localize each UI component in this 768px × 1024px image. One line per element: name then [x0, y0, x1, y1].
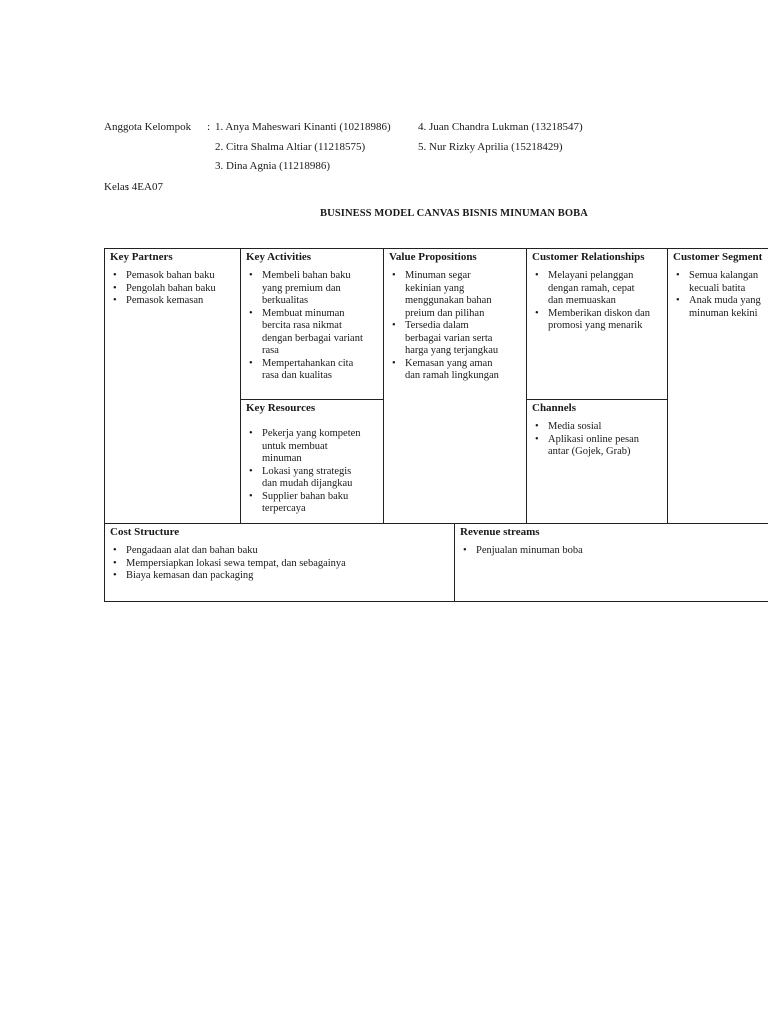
line: dan memuaskan — [548, 295, 616, 306]
kelas-label: Kelas — [104, 181, 130, 193]
list-item: • Pemasok bahan baku — [110, 270, 238, 283]
line: dengan berbagai variant — [262, 332, 363, 344]
line: dan mudah dijangkau — [262, 478, 353, 489]
line: kekinian yang — [405, 282, 465, 294]
line: berbagai varian serta — [405, 332, 493, 344]
member-3: 3. Dina Agnia (11218986) — [215, 160, 331, 172]
line: antar (Gojek, Grab) — [548, 446, 631, 457]
value-propositions-list — [389, 270, 525, 383]
key-resources-title: Key Resources — [246, 402, 316, 414]
list-item — [389, 358, 525, 383]
line: Memberikan diskon dan — [548, 307, 651, 319]
line: Aplikasi online pesan — [548, 433, 639, 445]
line: terpercaya — [262, 503, 306, 514]
line: dengan ramah, cepat — [548, 282, 635, 294]
channels-title: Channels — [532, 402, 577, 414]
grid-line-bottom — [104, 601, 768, 602]
list-item — [246, 466, 382, 491]
line: Anak muda yang — [689, 295, 761, 306]
line: Semua kalangan — [689, 270, 759, 281]
customer-relationships-list — [532, 270, 666, 333]
list-item — [389, 270, 525, 320]
line: Minuman segar — [405, 270, 471, 281]
line: Membeli bahan baku — [262, 270, 351, 281]
grid-line-left — [104, 248, 105, 602]
line: yang premium dan — [262, 282, 341, 294]
list-item — [246, 358, 382, 383]
key-partners-title: Key Partners — [110, 251, 173, 263]
grid-line-v2 — [383, 248, 384, 524]
list-item — [246, 308, 382, 358]
line: Melayani pelanggan — [548, 270, 634, 281]
kelas-value: : 4EA07 — [126, 181, 163, 193]
line: promosi yang menarik — [548, 320, 643, 331]
list-item — [389, 320, 525, 358]
line: Pekerja yang kompeten — [262, 428, 361, 439]
line: harga yang terjangkau — [405, 345, 499, 356]
list-item — [246, 428, 382, 466]
customer-segments-title: Customer Segment — [673, 251, 763, 263]
anggota-separator: : — [207, 121, 211, 133]
value-propositions-title: Value Propositions — [389, 251, 477, 263]
list-item — [532, 434, 666, 459]
grid-line-v5 — [454, 523, 455, 602]
revenue-streams-title: Revenue streams — [460, 526, 540, 538]
list-item: • Pengolah bahan baku — [110, 283, 238, 296]
member-4: 4. Juan Chandra Lukman (13218547) — [418, 121, 583, 133]
line: minuman kekini — [689, 307, 758, 319]
customer-segments-cell — [668, 249, 768, 523]
key-resources-list — [246, 428, 382, 516]
revenue-streams-list — [460, 545, 760, 558]
line: Tersedia dalam — [405, 320, 469, 331]
list-item — [532, 308, 666, 333]
line: preium dan pilihan — [405, 307, 485, 319]
list-item — [532, 270, 666, 308]
line: Mempertahankan cita — [262, 357, 354, 369]
line: berkualitas — [262, 295, 309, 306]
page-title: BUSINESS MODEL CANVAS BISNIS MINUMAN BOBA — [320, 208, 588, 219]
line: untuk membuat — [262, 440, 328, 452]
line: dan ramah lingkungan — [405, 370, 499, 381]
list-item — [532, 421, 666, 434]
list-item — [673, 295, 768, 320]
anggota-label: Anggota Kelompok — [104, 121, 192, 133]
line: menggunakan bahan — [405, 295, 492, 306]
line: Supplier bahan baku — [262, 490, 349, 502]
customer-relationships-title: Customer Relationships — [532, 251, 645, 263]
grid-line-v1 — [240, 248, 241, 524]
line: Lokasi yang strategis — [262, 465, 352, 477]
line: kecuali batita — [689, 282, 746, 294]
member-5: 5. Nur Rizky Aprilia (15218429) — [418, 141, 563, 153]
grid-line-mid — [104, 523, 768, 524]
list-item: • Mempersiapkan lokasi sewa tempat, dan sebagainya — [110, 558, 450, 571]
line: bercita rasa nikmat — [262, 320, 342, 331]
customer-segments-list — [673, 270, 768, 320]
list-item: • Biaya kemasan dan packaging — [110, 570, 450, 583]
grid-line-h-activities — [240, 399, 384, 400]
channels-list — [532, 421, 666, 459]
line: rasa dan kualitas — [262, 370, 332, 381]
line: Media sosial — [548, 421, 602, 432]
grid-line-h-relationships — [526, 399, 668, 400]
member-1: 1. Anya Maheswari Kinanti (10218986) — [215, 121, 391, 133]
line: Membuat minuman — [262, 307, 345, 319]
grid-line-v3 — [526, 248, 527, 524]
line: rasa — [262, 345, 279, 356]
list-item: • Pemasok kemasan — [110, 295, 238, 308]
list-item: • Penjualan minuman boba — [460, 545, 760, 558]
key-partners-list — [110, 270, 238, 308]
key-activities-title: Key Activities — [246, 251, 312, 263]
member-2: 2. Citra Shalma Altiar (11218575) — [215, 141, 366, 153]
list-item — [246, 270, 382, 308]
list-item — [246, 491, 382, 516]
cost-structure-title: Cost Structure — [110, 526, 180, 538]
cost-structure-list — [110, 545, 450, 583]
list-item — [673, 270, 768, 295]
key-activities-list — [246, 270, 382, 383]
line: Kemasan yang aman — [405, 357, 493, 369]
list-item: • Pengadaan alat dan bahan baku — [110, 545, 450, 558]
line: minuman — [262, 453, 302, 464]
